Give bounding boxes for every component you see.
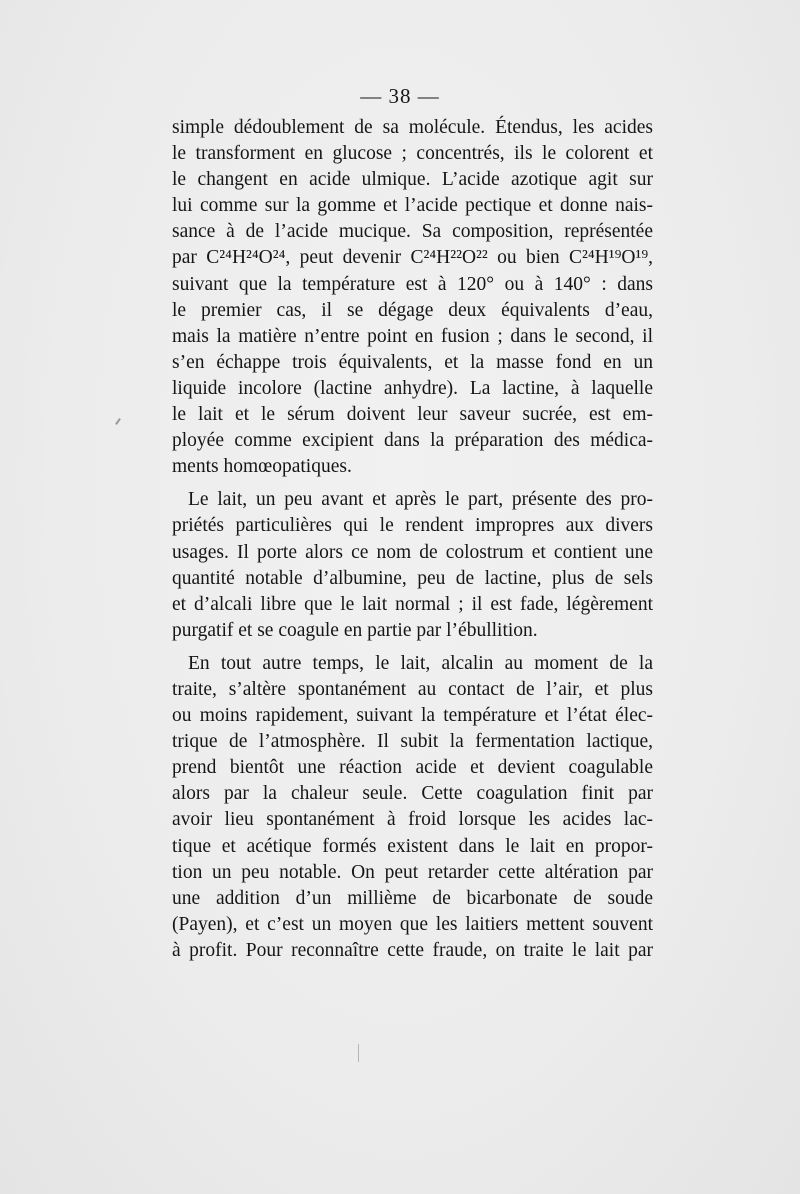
text-line: Le lait, un peu avant et après le part, présente des pro- xyxy=(188,489,653,511)
text-line: trique de l’atmosphère. Il subit la fermentation lactique, xyxy=(172,731,653,753)
text-line: lui comme sur la gomme et l’acide pectique et donne nais- xyxy=(172,195,653,217)
text-line: sance à de l’acide mucique. Sa composition, représentée xyxy=(172,221,653,243)
page-number: — 38 — xyxy=(360,84,440,108)
text-line: (Payen), et c’est un moyen que les laitiers mettent souvent xyxy=(172,913,653,935)
paragraph-gap xyxy=(172,480,653,487)
text-line: le lait et le sérum doivent leur saveur sucrée, est em- xyxy=(172,404,653,426)
text-line: par C²⁴H²⁴O²⁴, peut devenir C²⁴H²²O²² ou bien C²⁴H¹⁹O¹⁹, xyxy=(172,247,653,269)
text-line: quantité notable d’albumine, peu de lactine, plus de sels xyxy=(172,567,653,589)
text-body xyxy=(172,115,653,964)
text-line: En tout autre temps, le lait, alcalin au moment de la xyxy=(188,652,653,674)
text-line: purgatif et se coagule en partie par l’ébullition. xyxy=(172,619,538,641)
text-line: simple dédoublement de sa molécule. Étendus, les acides xyxy=(172,117,653,138)
text-line: une addition d’un millième de bicarbonate de soude xyxy=(172,887,653,909)
text-line: tique et acétique formés existent dans le lait en propor- xyxy=(172,835,653,857)
text-line: s’en échappe trois équivalents, et la masse fond en un xyxy=(172,351,653,373)
text-line: alors par la chaleur seule. Cette coagulation finit par xyxy=(172,783,653,805)
text-line: et d’alcali libre que le lait normal ; il est fade, légèrement xyxy=(172,593,653,615)
text-line: ou moins rapidement, suivant la température et l’état élec- xyxy=(172,705,653,727)
text-line: liquide incolore (lactine anhydre). La lactine, à laquelle xyxy=(172,377,653,399)
text-line: le transforment en glucose ; concentrés, ils le colorent et xyxy=(172,143,653,165)
text-line: à profit. Pour reconnaître cette fraude, on traite le lait par xyxy=(172,939,653,961)
text-line: suivant que la température est à 120° ou à 140° : dans xyxy=(172,273,653,295)
text-line: prend bientôt une réaction acide et devient coagulable xyxy=(172,757,653,779)
text-line: ments homœopatiques. xyxy=(172,456,352,478)
paragraph-fermentation xyxy=(172,651,653,964)
text-line: avoir lieu spontanément à froid lorsque les acides lac- xyxy=(172,809,653,831)
text-line: priétés particulières qui le rendent impropres aux divers xyxy=(172,515,653,537)
text-line: le premier cas, il se dégage deux équivalents d’eau, xyxy=(172,299,653,321)
text-line: le changent en acide ulmique. L’acide azotique agit sur xyxy=(172,169,653,191)
paragraph-gap xyxy=(172,644,653,651)
text-line: traite, s’altère spontanément au contact de l’air, et plus xyxy=(172,678,653,700)
text-line: tion un peu notable. On peut retarder cette altération par xyxy=(172,861,653,883)
paragraph-colostrum xyxy=(172,487,653,644)
text-line: usages. Il porte alors ce nom de colostrum et contient une xyxy=(172,541,653,563)
paper-speck xyxy=(358,1044,359,1062)
text-line: mais la matière n’entre point en fusion ; dans le second, il xyxy=(172,325,653,347)
paper-speck xyxy=(115,418,121,425)
text-line: ployée comme excipient dans la préparation des médica- xyxy=(172,430,653,452)
paragraph-lactine xyxy=(172,115,653,480)
